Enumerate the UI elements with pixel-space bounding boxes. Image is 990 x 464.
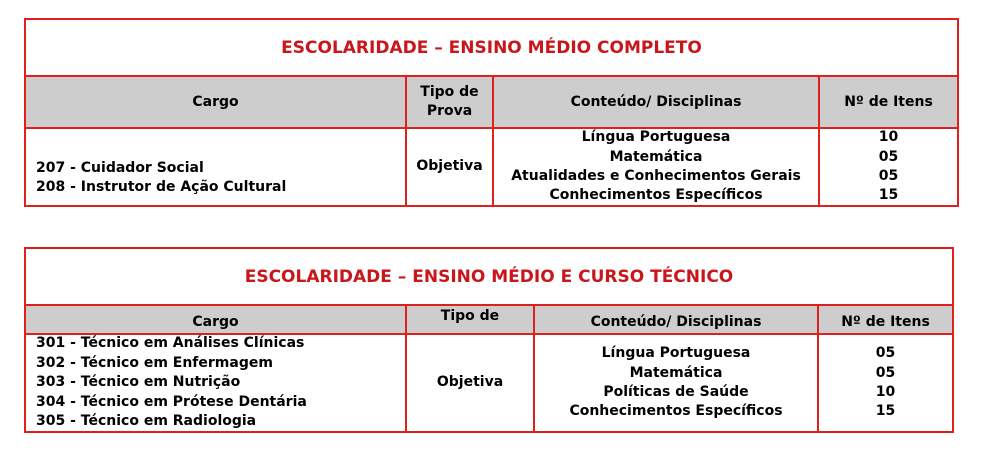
table-ensino-medio-completo [24, 18, 959, 207]
tipo-value: Objetiva [416, 158, 483, 175]
disciplina-item: Políticas de Saúde [603, 384, 749, 400]
disciplina-item: Língua Portuguesa [601, 345, 751, 362]
disciplinas-cell [494, 129, 818, 205]
header-cargo: Cargo [192, 314, 239, 330]
itens-value: 05 [878, 148, 899, 165]
header-itens: Nº de Itens [841, 314, 930, 330]
itens-value: 05 [875, 345, 896, 362]
divider [492, 77, 494, 205]
divider [405, 306, 407, 431]
header-tipo-de-prova [407, 306, 533, 333]
itens-cell [819, 335, 952, 431]
cargo-item: 303 - Técnico em Nutrição [36, 374, 241, 391]
table-header-row [26, 306, 952, 335]
cargo-item: 304 - Técnico em Prótese Dentária [36, 393, 307, 410]
disciplinas-cell [535, 335, 817, 431]
header-tipo-de-prova [407, 77, 492, 127]
divider [533, 306, 535, 431]
cargo-cell [36, 335, 401, 431]
disciplina-item: Matemática [609, 148, 703, 165]
disciplina-item: Conhecimentos Específicos [569, 403, 783, 420]
header-conteudo: Conteúdo/ Disciplinas [570, 93, 742, 110]
header-itens: Nº de Itens [844, 93, 933, 110]
table-title-text: ESCOLARIDADE – ENSINO MÉDIO E CURSO TÉCNICO [244, 266, 734, 287]
cargo-cell [36, 129, 401, 205]
divider [405, 77, 407, 205]
header-tipo-line1: Tipo de [420, 84, 479, 100]
cargo-item: 302 - Técnico em Enfermagem [36, 354, 273, 371]
header-tipo-line1: Tipo de [440, 308, 500, 324]
itens-value: 15 [878, 187, 899, 204]
table-title [26, 249, 952, 306]
header-cargo: Cargo [192, 93, 239, 110]
disciplina-item: Matemática [629, 364, 723, 381]
itens-value: 15 [875, 403, 896, 420]
cargo-item: 305 - Técnico em Radiologia [36, 413, 257, 430]
table-title-text: ESCOLARIDADE – ENSINO MÉDIO COMPLETO [281, 37, 702, 58]
header-tipo-line2: Prova [426, 103, 473, 119]
divider [818, 77, 820, 205]
cargo-item: 208 - Instrutor de Ação Cultural [36, 179, 287, 195]
header-conteudo: Conteúdo/ Disciplinas [590, 314, 762, 330]
divider [817, 306, 819, 431]
cargo-item: 301 - Técnico em Análises Clínicas [36, 335, 305, 352]
cargo-item: 207 - Cuidador Social [36, 159, 204, 176]
itens-value: 10 [878, 129, 899, 146]
itens-cell [820, 129, 957, 205]
tipo-cell [407, 335, 533, 431]
tipo-cell [407, 129, 492, 205]
disciplina-item: Conhecimentos Específicos [549, 187, 763, 204]
disciplina-item: Língua Portuguesa [581, 129, 731, 146]
table-ensino-medio-curso-tecnico [24, 247, 954, 433]
tipo-value: Objetiva [436, 374, 504, 391]
disciplina-item: Atualidades e Conhecimentos Gerais [511, 168, 801, 184]
table-body [26, 335, 952, 431]
itens-value: 05 [878, 168, 899, 184]
itens-value: 10 [875, 384, 896, 400]
itens-value: 05 [875, 364, 896, 381]
table-title [26, 20, 957, 77]
